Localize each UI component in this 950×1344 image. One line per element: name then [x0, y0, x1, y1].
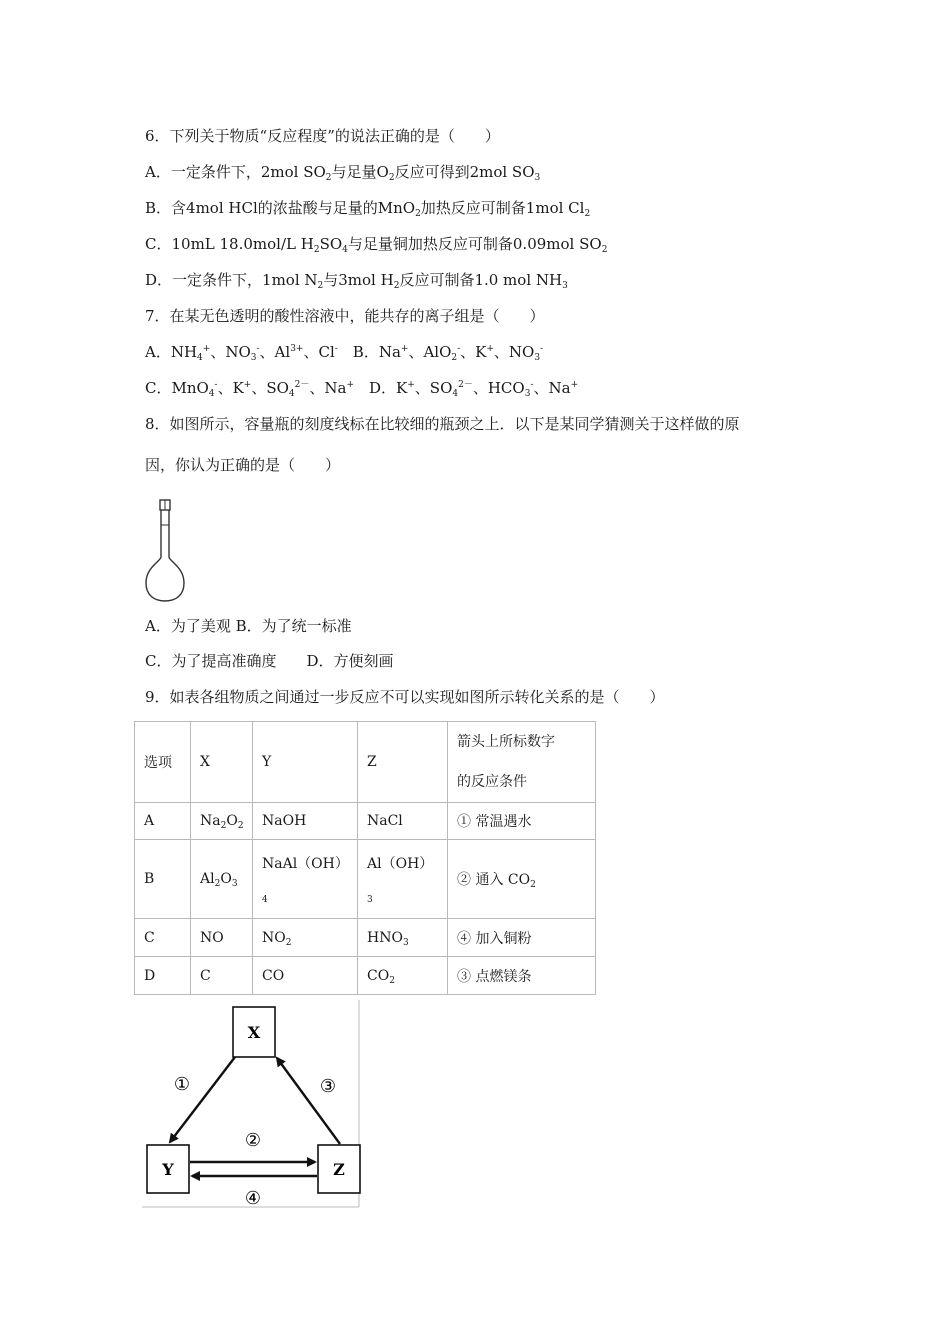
- q6-option-b: B．含4mol HCl的浓盐酸与足量的MnO$_2$加热反应可制备1mol $Cl_2$: [145, 199, 591, 219]
- table-cell: ③ 点燃镁条: [448, 957, 596, 995]
- q7-stem: 7．在某无色透明的酸性溶液中，能共存的离子组是（ ）: [145, 307, 545, 325]
- table-cell: C: [135, 919, 191, 957]
- conversion-diagram: [140, 1000, 365, 1212]
- table-cell: CO: [253, 957, 358, 995]
- table-cell: Al（OH） 3: [358, 840, 448, 919]
- q8-stem-line1: 8．如图所示，容量瓶的刻度线标在比较细的瓶颈之上．以下是某同学猜测关于这样做的原: [145, 415, 740, 433]
- table-header-cell: Y: [253, 722, 358, 803]
- table-cell: $CO_2$: [358, 957, 448, 995]
- table-cell: ② 通入 $CO_2$: [448, 840, 596, 919]
- label-4: ④: [244, 1188, 262, 1209]
- table-cell: NaAl（OH） 4: [253, 840, 358, 919]
- node-z-label: Z: [333, 1160, 345, 1179]
- q6-option-c: C．10mL 18.0mol/L $H_2SO_4$与足量铜加热反应可制备0.09mol $SO_2$: [145, 235, 608, 255]
- q6-option-a: A．一定条件下，2mol $SO_2$与足量$O_2$反应可得到2mol $SO_3$: [145, 163, 541, 183]
- table-cell: $NO_2$: [253, 919, 358, 957]
- flask-body: [146, 510, 184, 601]
- label-3: ③: [319, 1076, 337, 1097]
- table-cell: B: [135, 840, 191, 919]
- table-cell: NO: [191, 919, 253, 957]
- q6-option-d: D．一定条件下，1mol $N_2$与3mol $H_2$反应可制备1.0 mol $NH_3$: [145, 271, 568, 291]
- volumetric-flask-image: [140, 497, 200, 607]
- label-2: ②: [244, 1130, 262, 1151]
- table-row: [135, 840, 596, 919]
- table-cell: $Na_2O_2$: [191, 803, 253, 840]
- table-cell: C: [191, 957, 253, 995]
- table-cell: D: [135, 957, 191, 995]
- q9-table: [134, 721, 596, 995]
- arrow-1: [170, 1057, 235, 1142]
- q7-options-cd: C．MnO$_4$-、K+、$SO_4^{2-}$、Na+ D．K+、$SO_4^{2-}$、$HCO_3^-$、Na+: [145, 379, 579, 399]
- table-cell: ① 常温遇水: [448, 803, 596, 840]
- node-y-label: Y: [162, 1160, 174, 1179]
- q6-stem: 6．下列关于物质“反应程度”的说法正确的是（ ）: [145, 127, 500, 145]
- table-cell: $Al_2O_3$: [191, 840, 253, 919]
- q8-options-ab: A．为了美观 B．为了统一标准: [145, 617, 352, 635]
- table-row: [135, 957, 596, 995]
- node-x-label: X: [247, 1023, 261, 1042]
- label-1: ①: [173, 1074, 191, 1095]
- table-cell: A: [135, 803, 191, 840]
- table-row: [135, 803, 596, 840]
- table-header-cell: X: [191, 722, 253, 803]
- arrow-3: [277, 1058, 340, 1144]
- q7-options-ab: A．$NH_4^+$、$NO_3^-$、$Al^{3+}$、Cl- B．Na+、AlO$_2$-、K+、$NO_3^-$: [145, 343, 544, 363]
- q8-stem-line2: 因，你认为正确的是（ ）: [145, 456, 341, 474]
- table-cell: $HNO_3$: [358, 919, 448, 957]
- table-cell: ④ 加入铜粉: [448, 919, 596, 957]
- table-header-cell: Z: [358, 722, 448, 803]
- q9-stem: 9．如表各组物质之间通过一步反应不可以实现如图所示转化关系的是（ ）: [145, 688, 665, 706]
- table-cell: NaOH: [253, 803, 358, 840]
- table-header-cell: 选项: [135, 722, 191, 803]
- table-cell: NaCl: [358, 803, 448, 840]
- table-row: [135, 919, 596, 957]
- q8-options-cd: C．为了提高准确度 D．方便刻画: [145, 652, 394, 670]
- table-header-cell: 箭头上所标数字 的反应条件: [448, 722, 596, 803]
- table-header-row: [135, 722, 596, 803]
